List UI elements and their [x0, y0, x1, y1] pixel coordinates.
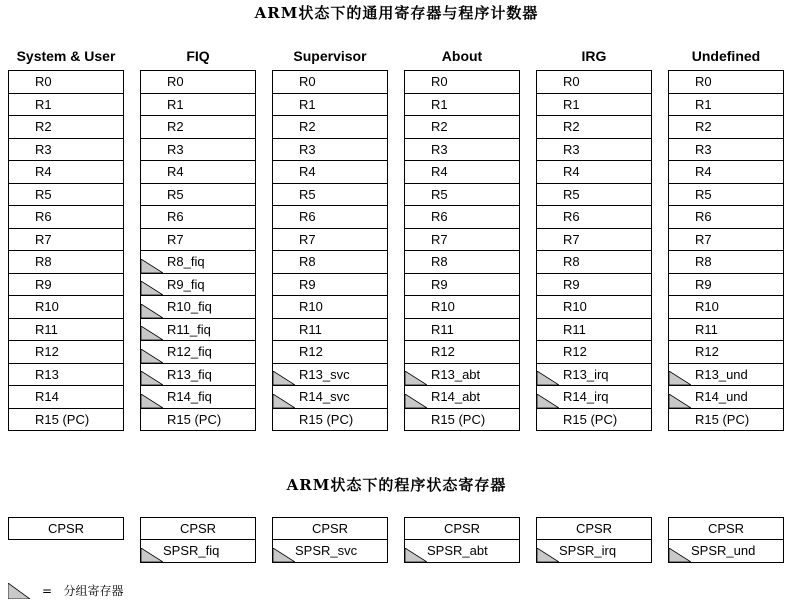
register-label: R9: [563, 276, 580, 292]
register-list: [536, 70, 652, 431]
register-label: R14_und: [695, 389, 748, 404]
register-cell: [141, 71, 255, 94]
mode-header: Supervisor: [293, 48, 367, 64]
register-cell: [273, 251, 387, 274]
register-label: R6: [299, 209, 316, 224]
register-label: R11_fiq: [167, 321, 211, 337]
register-cell: [273, 274, 387, 297]
banked-register-triangle-icon: [537, 371, 559, 385]
register-label: R2: [167, 119, 184, 134]
cpsr-cell: [140, 517, 256, 540]
register-label: R3: [35, 141, 52, 157]
register-cell: [669, 296, 783, 319]
register-label: R12: [695, 344, 719, 359]
register-list: [668, 70, 784, 431]
register-cell: [9, 274, 123, 297]
register-cell: [273, 229, 387, 252]
register-label: R1: [167, 96, 184, 112]
register-label: R12: [431, 344, 455, 359]
register-cell: [9, 161, 123, 184]
register-label: R15 (PC): [695, 411, 750, 427]
register-cell: [669, 229, 783, 252]
register-cell: [537, 319, 651, 342]
psr-label: SPSR_irq: [559, 543, 617, 558]
mode-header: About: [441, 48, 483, 64]
register-label: R14_irq: [563, 389, 609, 404]
cpsr-cell: [668, 517, 784, 540]
register-label: R4: [563, 164, 580, 179]
register-label: R11: [563, 321, 586, 337]
register-label: R5: [563, 186, 580, 202]
register-cell: [141, 139, 255, 162]
register-label: R10_fiq: [167, 299, 212, 314]
register-cell: [9, 341, 123, 364]
register-cell: [537, 184, 651, 207]
register-label: R4: [299, 164, 316, 179]
register-cell: [537, 71, 651, 94]
register-cell: [669, 251, 783, 274]
mode-header: System & User: [16, 48, 116, 64]
register-cell: [9, 319, 123, 342]
mode-header: Undefined: [691, 48, 761, 64]
mode-column: [668, 46, 784, 431]
spsr-cell: [668, 540, 784, 563]
banked-register-triangle-icon: [141, 326, 163, 340]
mode-header: FIQ: [186, 48, 210, 64]
register-cell: [405, 71, 519, 94]
register-cell: [141, 341, 255, 364]
register-label: R14: [35, 389, 59, 404]
register-label: R5: [167, 186, 184, 202]
register-cell: [537, 206, 651, 229]
register-cell: [405, 296, 519, 319]
psr-label: SPSR_und: [691, 543, 756, 558]
register-label: R10: [35, 299, 59, 314]
register-cell: [141, 161, 255, 184]
register-label: R14_fiq: [167, 389, 212, 404]
register-label: R8: [299, 254, 316, 269]
register-cell: [141, 386, 255, 409]
register-cell: [537, 229, 651, 252]
register-cell: [141, 364, 255, 387]
psr-label: CPSR: [311, 521, 349, 536]
register-cell: [141, 229, 255, 252]
register-label: R3: [167, 141, 184, 157]
register-cell: [537, 386, 651, 409]
register-label: R15 (PC): [35, 411, 90, 427]
register-label: R1: [563, 96, 580, 112]
banked-register-triangle-icon: [8, 583, 30, 599]
register-cell: [9, 364, 123, 387]
register-cell: [405, 409, 519, 432]
register-label: R10: [431, 299, 455, 314]
banked-register-triangle-icon: [405, 371, 427, 385]
register-cell: [9, 386, 123, 409]
register-label: R5: [695, 186, 712, 202]
register-cell: [669, 206, 783, 229]
register-label: R1: [299, 96, 316, 112]
register-cell: [273, 409, 387, 432]
psr-label: SPSR_fiq: [163, 543, 220, 558]
register-label: R15 (PC): [167, 411, 222, 427]
psr-label: SPSR_abt: [427, 543, 488, 558]
register-label: R3: [299, 141, 316, 157]
legend-equals: =: [42, 584, 53, 598]
mode-column: [140, 46, 256, 431]
register-label: R7: [695, 231, 712, 247]
psr-diagram-title: ARM状态下的程序状态寄存器: [286, 476, 507, 494]
mode-column: [8, 46, 124, 431]
register-label: R6: [563, 209, 580, 224]
register-label: R9: [299, 276, 316, 292]
banked-register-triangle-icon: [273, 394, 295, 408]
register-label: R0: [563, 74, 580, 89]
register-label: R7: [563, 231, 580, 247]
psr-column: [536, 517, 652, 563]
banked-register-triangle-icon: [537, 548, 559, 562]
register-cell: [405, 229, 519, 252]
register-list: [140, 70, 256, 431]
register-cell: [141, 94, 255, 117]
register-label: R2: [299, 119, 316, 134]
register-label: R9: [431, 276, 448, 292]
register-label: R0: [431, 74, 448, 89]
register-label: R5: [431, 186, 448, 202]
register-cell: [9, 206, 123, 229]
register-cell: [669, 94, 783, 117]
psr-column: [272, 517, 388, 563]
register-cell: [405, 161, 519, 184]
psr-label: CPSR: [707, 521, 745, 536]
register-cell: [273, 206, 387, 229]
register-cell: [9, 229, 123, 252]
banked-register-triangle-icon: [273, 371, 295, 385]
register-label: R2: [431, 119, 448, 134]
register-label: R9: [695, 276, 712, 292]
register-cell: [273, 184, 387, 207]
register-cell: [9, 409, 123, 432]
banked-register-triangle-icon: [537, 394, 559, 408]
psr-label: CPSR: [47, 521, 85, 536]
banked-register-triangle-icon: [141, 349, 163, 363]
register-label: R6: [431, 209, 448, 224]
register-cell: [669, 409, 783, 432]
register-cell: [141, 206, 255, 229]
legend-text: 分组寄存器: [63, 584, 124, 598]
register-cell: [9, 71, 123, 94]
register-label: R10: [563, 299, 587, 314]
register-label: R13_fiq: [167, 366, 212, 382]
register-label: R12_fiq: [167, 344, 212, 359]
register-cell: [669, 139, 783, 162]
register-label: R3: [563, 141, 580, 157]
banked-register-triangle-icon: [141, 394, 163, 408]
cpsr-cell: [536, 517, 652, 540]
register-label: R12: [35, 344, 59, 359]
register-label: R4: [35, 164, 52, 179]
cpsr-cell: [8, 517, 124, 540]
register-cell: [669, 184, 783, 207]
banked-register-triangle-icon: [141, 304, 163, 318]
register-cell: [669, 116, 783, 139]
register-cell: [273, 116, 387, 139]
register-cell: [9, 184, 123, 207]
register-cell: [669, 274, 783, 297]
register-diagram-title: ARM状态下的通用寄存器与程序计数器: [254, 4, 539, 22]
register-label: R11: [431, 321, 454, 337]
register-label: R6: [167, 209, 184, 224]
spsr-cell: [404, 540, 520, 563]
register-cell: [669, 71, 783, 94]
register-label: R8_fiq: [167, 254, 205, 269]
register-cell: [141, 319, 255, 342]
register-label: R8: [563, 254, 580, 269]
register-label: R0: [35, 74, 52, 89]
spsr-cell: [140, 540, 256, 563]
register-cell: [405, 116, 519, 139]
register-label: R8: [35, 254, 52, 269]
register-cell: [537, 94, 651, 117]
register-cell: [273, 319, 387, 342]
register-label: R0: [167, 74, 184, 89]
register-label: R9_fiq: [167, 276, 205, 292]
psr-column: [404, 517, 520, 563]
register-label: R13_und: [695, 366, 748, 382]
register-cell: [537, 409, 651, 432]
register-cell: [273, 386, 387, 409]
register-cell: [537, 251, 651, 274]
register-label: R6: [35, 209, 52, 224]
banked-register-triangle-icon: [141, 259, 163, 273]
register-cell: [669, 364, 783, 387]
banked-register-triangle-icon: [405, 394, 427, 408]
register-cell: [405, 184, 519, 207]
register-label: R7: [35, 231, 52, 247]
register-label: R3: [431, 141, 448, 157]
register-cell: [273, 139, 387, 162]
register-cell: [537, 364, 651, 387]
register-cell: [9, 94, 123, 117]
register-label: R8: [695, 254, 712, 269]
psr-label: CPSR: [179, 521, 217, 536]
register-label: R15 (PC): [299, 411, 354, 427]
register-cell: [669, 161, 783, 184]
register-cell: [141, 251, 255, 274]
psr-column: [668, 517, 784, 563]
spsr-cell: [536, 540, 652, 563]
register-label: R15 (PC): [431, 411, 486, 427]
mode-column: [272, 46, 388, 431]
register-label: R13_abt: [431, 366, 481, 382]
register-cell: [537, 139, 651, 162]
register-label: R7: [167, 231, 184, 247]
legend-label: [42, 583, 124, 600]
register-cell: [273, 71, 387, 94]
psr-label: CPSR: [575, 521, 613, 536]
mode-column: [536, 46, 652, 431]
register-cell: [537, 296, 651, 319]
spsr-cell: [272, 540, 388, 563]
register-cell: [141, 296, 255, 319]
register-cell: [405, 94, 519, 117]
register-label: R13_svc: [299, 366, 350, 382]
banked-register-triangle-icon: [141, 281, 163, 295]
register-cell: [9, 116, 123, 139]
register-cell: [273, 94, 387, 117]
register-label: R0: [299, 74, 316, 89]
register-label: R1: [35, 96, 52, 112]
register-label: R12: [299, 344, 323, 359]
register-cell: [405, 341, 519, 364]
register-cell: [9, 251, 123, 274]
register-cell: [405, 251, 519, 274]
register-label: R14_svc: [299, 389, 350, 404]
register-cell: [669, 319, 783, 342]
register-label: R7: [431, 231, 448, 247]
banked-register-triangle-icon: [405, 548, 427, 562]
register-cell: [405, 386, 519, 409]
register-label: R4: [695, 164, 712, 179]
register-label: R11: [695, 321, 718, 337]
register-cell: [273, 296, 387, 319]
psr-column: [8, 517, 124, 540]
register-label: R5: [35, 186, 52, 202]
register-cell: [405, 364, 519, 387]
register-cell: [537, 116, 651, 139]
register-label: R15 (PC): [563, 411, 618, 427]
register-label: R13: [35, 366, 59, 382]
register-cell: [273, 161, 387, 184]
register-cell: [141, 116, 255, 139]
register-cell: [669, 386, 783, 409]
register-cell: [273, 364, 387, 387]
register-list: [272, 70, 388, 431]
cpsr-cell: [272, 517, 388, 540]
register-label: R11: [299, 321, 322, 337]
register-label: R4: [431, 164, 448, 179]
register-label: R8: [431, 254, 448, 269]
mode-header: IRG: [581, 48, 607, 64]
register-label: R0: [695, 74, 712, 89]
register-cell: [9, 296, 123, 319]
register-label: R2: [563, 119, 580, 134]
register-cell: [9, 139, 123, 162]
register-label: R13_irq: [563, 366, 609, 382]
register-label: R2: [695, 119, 712, 134]
register-label: R3: [695, 141, 712, 157]
register-label: R5: [299, 186, 316, 202]
register-label: R12: [563, 344, 587, 359]
register-label: R7: [299, 231, 316, 247]
register-cell: [537, 341, 651, 364]
register-cell: [669, 341, 783, 364]
psr-label: CPSR: [443, 521, 481, 536]
register-label: R10: [299, 299, 323, 314]
mode-column: [404, 46, 520, 431]
banked-register-triangle-icon: [669, 371, 691, 385]
register-label: R9: [35, 276, 52, 292]
register-label: R2: [35, 119, 52, 134]
register-cell: [405, 139, 519, 162]
banked-register-triangle-icon: [273, 548, 295, 562]
register-cell: [141, 409, 255, 432]
banked-register-triangle-icon: [669, 548, 691, 562]
cpsr-cell: [404, 517, 520, 540]
register-label: R14_abt: [431, 389, 481, 404]
register-list: [8, 70, 124, 431]
register-cell: [537, 274, 651, 297]
banked-register-triangle-icon: [141, 371, 163, 385]
register-label: R11: [35, 321, 58, 337]
register-cell: [273, 341, 387, 364]
register-cell: [405, 274, 519, 297]
register-label: R10: [695, 299, 719, 314]
register-cell: [405, 206, 519, 229]
register-cell: [537, 161, 651, 184]
register-label: R1: [431, 96, 448, 112]
banked-register-triangle-icon: [669, 394, 691, 408]
register-label: R6: [695, 209, 712, 224]
register-label: R4: [167, 164, 184, 179]
register-label: R1: [695, 96, 712, 112]
register-cell: [141, 184, 255, 207]
register-list: [404, 70, 520, 431]
banked-register-triangle-icon: [141, 548, 163, 562]
register-cell: [141, 274, 255, 297]
psr-column: [140, 517, 256, 563]
register-cell: [405, 319, 519, 342]
psr-label: SPSR_svc: [295, 543, 358, 558]
